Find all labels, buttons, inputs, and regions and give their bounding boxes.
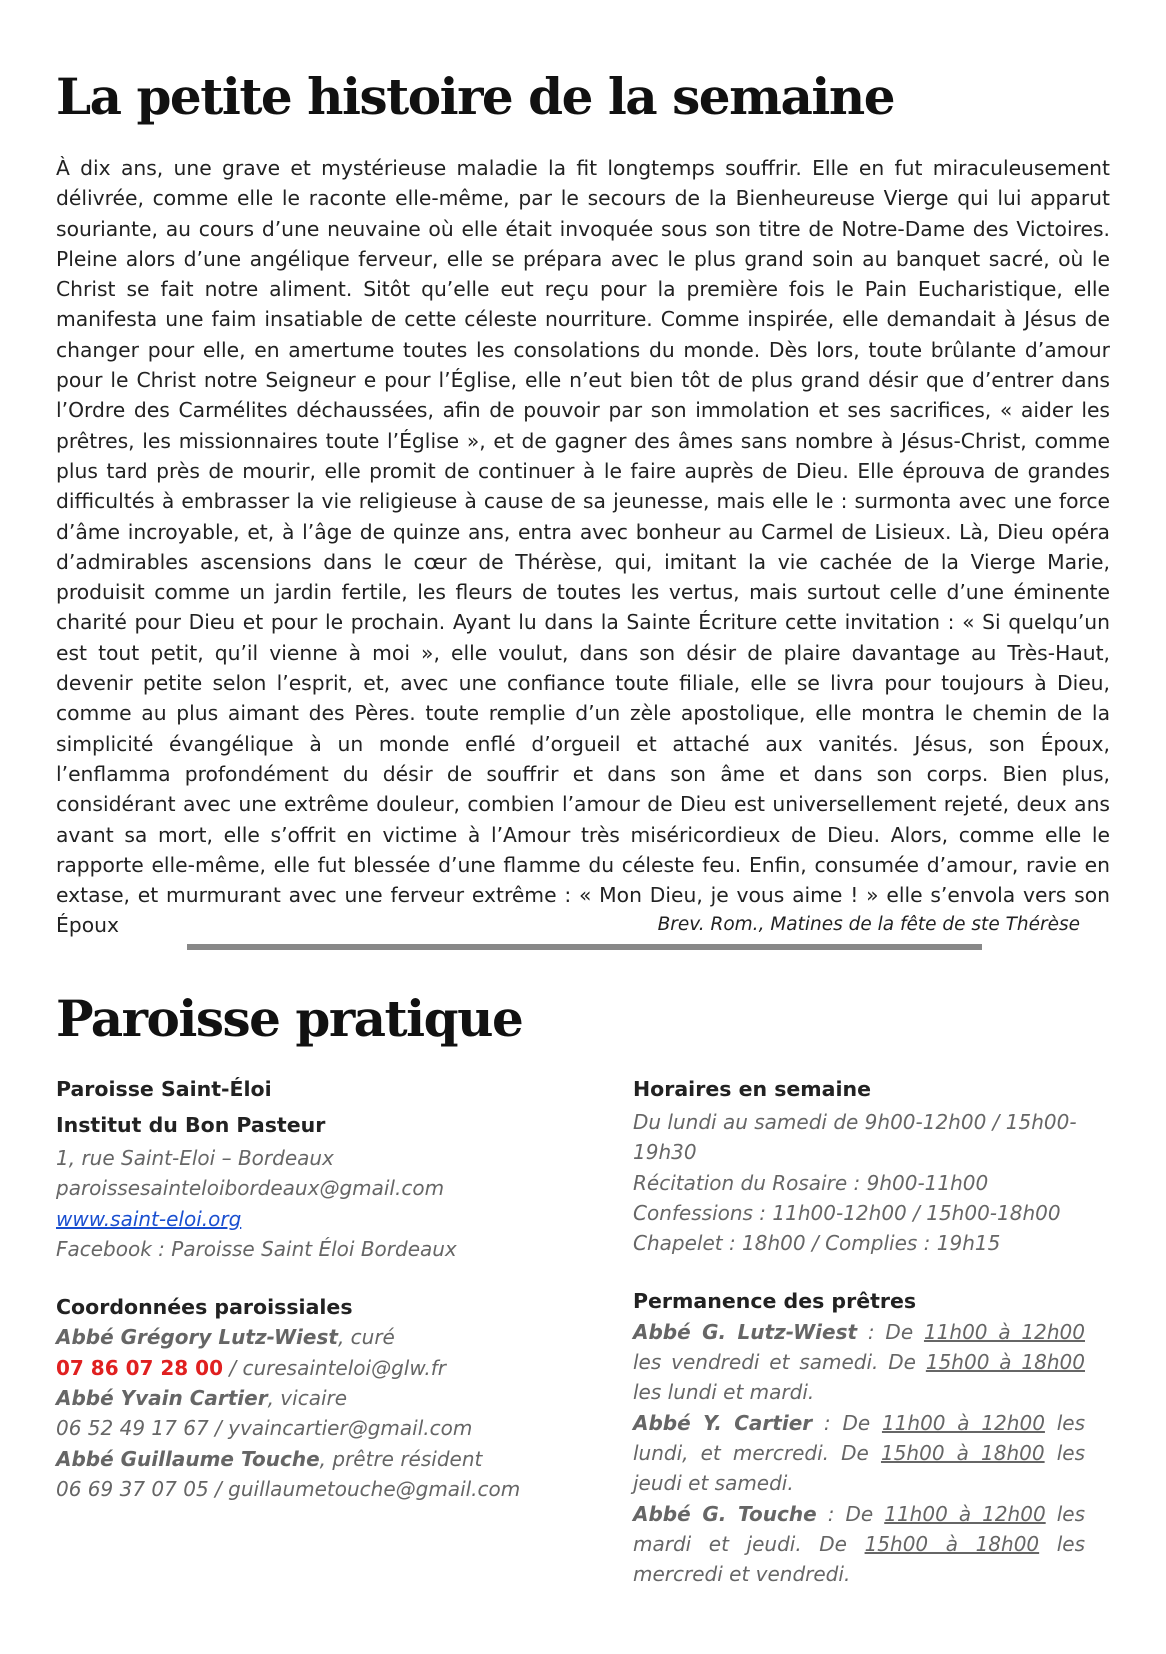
schedule-column — [633, 1071, 1085, 1589]
time-slot: 15h00 à 18h00 — [864, 1531, 1040, 1556]
parish-address: 1, rue Saint-Eloi – Bordeaux — [56, 1146, 334, 1170]
permanence-item: Abbé G. Touche : De 11h00 à 12h00 les mardi et jeudi. De 15h00 à 18h00 les mercredi et vendredi. — [633, 1501, 1086, 1587]
contact-item — [56, 1383, 556, 1413]
contact-item — [56, 1322, 556, 1352]
facebook-info: Facebook : Paroisse Saint Éloi Bordeaux — [56, 1236, 457, 1261]
contact-role: , vicaire — [267, 1386, 348, 1411]
priest-name: Abbé G. Lutz-Wiest — [633, 1319, 858, 1344]
story-reference: Brev. Rom., Matines de la fête de ste Thérèse — [657, 914, 1080, 936]
contact-line — [56, 1413, 556, 1443]
story-text: À dix ans, une grave et mystérieuse maladie la fit longtemps souffrir. Elle en fut miraculeusement délivrée, comme elle le raconte elle-même, par le secours de la Bienheureuse Vierge qui lui apparut souriante, au cours d’une neuvaine où elle était invoquée sous son titre de Notre-Dame des Victoires. Pleine alors d’une angélique ferveur, elle se prépara avec le plus grand soin au banquet sacré, où le Christ se fait notre aliment. Sitôt qu’elle eut reçu pour la première fois le Pain Eucharistique, elle manifesta une faim insatiable de cette céleste nourriture. Comme inspirée, elle demandait à Jésus de changer pour elle, en amertume toutes les consolations du monde. Dès lors, toute brûlante d’amour pour le Christ notre Seigneur e pour l’Église, elle n’eut bien tôt de plus grand désir que d’entrer dans l’Ordre des Carmélites déchaussées, afin de pouvoir par son immolation et ses sacrifices, « aider les prêtres, les missionnaires toute l’Église », et de gagner des âmes sans nombre à Jésus-Christ, comme plus tard près de mourir, elle promit de continuer à le faire auprès de Dieu. Elle éprouva de grandes difficultés à embrasser la vie religieuse à cause de sa jeunesse, mais elle le : surmonta avec une force d’âme incroyable, et, à l’âge de quinze ans, entra avec bonheur au Carmel de Lisieux. Là, Dieu opéra d’admirables ascensions dans le cœur de Thérèse, qui, imitant la vie cachée de la Vierge Marie, produisit comme un jardin fertile, les fleurs de toutes les vertus, mais surtout celle d’une éminente charité pour Dieu et pour le prochain. Ayant lu dans la Sainte Écriture cette invitation : « Si quelqu’un est tout petit, qu’il vienne à moi », elle voulut, dans son désir de plaire davantage au Très-Haut, devenir petite selon l’esprit, et, avec une confiance toute filiale, elle se livra pour toujours à Dieu, comme au plus aimant des Pères. toute remplie d’un zèle apostolique, elle montra le chemin de la simplicité évangélique à un monde enflé d’orgueil et attaché aux vanités. Jésus, son Époux, l’enflamma profondément du désir de souffrir et dans son âme et dans son corps. Bien plus, considérant avec une extrême douleur, combien l’amour de Dieu est universellement rejeté, deux ans avant sa mort, elle s’offrit en victime à l’Amour très miséricordieux de Dieu. Alors, comme elle le rapporte elle-même, elle fut blessée d’une flamme du céleste feu. Enfin, consumée d’amour, ravie en extase, et murmurant avec une ferveur extrême : « Mon Dieu, je vous aime ! » elle s’envola vers son Époux — [56, 156, 1110, 938]
story-title: La petite histoire de la semaine — [56, 67, 895, 126]
hours-item: Chapelet : 18h00 / Complies : 19h15 — [633, 1231, 1001, 1256]
website-link[interactable]: www.saint-eloi.org — [56, 1206, 242, 1231]
contact-line — [56, 1353, 556, 1383]
practical-title: Paroisse pratique — [56, 989, 523, 1048]
permanence-heading: Permanence des prêtres — [633, 1289, 917, 1314]
parish-name: Paroisse Saint-Éloi — [56, 1077, 272, 1101]
contact-name: Abbé Grégory Lutz-Wiest — [56, 1325, 338, 1350]
contact-line — [56, 1474, 556, 1504]
priest-name: Abbé Y. Cartier — [633, 1410, 813, 1435]
time-slot: 11h00 à 12h00 — [923, 1319, 1085, 1344]
permanence-item: Abbé G. Lutz-Wiest : De 11h00 à 12h00 les vendredi et samedi. De 15h00 à 18h00 les lundi et mardi. — [633, 1319, 1085, 1405]
time-slot: 11h00 à 12h00 — [884, 1501, 1046, 1526]
hours-item: Récitation du Rosaire : 9h00-11h00 — [633, 1170, 989, 1195]
hours-heading: Horaires en semaine — [633, 1077, 872, 1101]
parish-email[interactable]: paroissesainteloibordeaux@gmail.com — [56, 1176, 445, 1201]
hours-item: Confessions : 11h00-12h00 / 15h00-18h00 — [633, 1200, 1061, 1225]
parish-info-column — [56, 1071, 556, 1504]
contact-role: , curé — [337, 1325, 395, 1350]
contact-phone[interactable]: 06 52 49 17 67 — [56, 1416, 209, 1441]
contact-email[interactable]: / curesainteloi@glw.fr — [223, 1355, 447, 1380]
institute-name: Institut du Bon Pasteur — [56, 1113, 326, 1137]
hours-item: Du lundi au samedi de 9h00-12h00 / 15h00-19h30 — [633, 1110, 1077, 1165]
priest-name: Abbé G. Touche — [633, 1501, 817, 1526]
time-slot: 15h00 à 18h00 — [880, 1440, 1045, 1465]
contact-email[interactable]: / guillaumetouche@gmail.com — [208, 1476, 521, 1501]
permanence-item: Abbé Y. Cartier : De 11h00 à 12h00 les lundi, et mercredi. De 15h00 à 18h00 les jeudi et samedi. — [633, 1410, 1086, 1496]
contact-item — [56, 1444, 556, 1474]
contact-email[interactable]: / yvaincartier@gmail.com — [208, 1416, 473, 1441]
contact-role: , prêtre résident — [319, 1446, 483, 1471]
time-slot: 11h00 à 12h00 — [881, 1410, 1045, 1435]
contact-name: Abbé Guillaume Touche — [56, 1446, 320, 1471]
contact-phone[interactable]: 06 69 37 07 05 — [56, 1476, 209, 1501]
contacts-heading: Coordonnées paroissiales — [56, 1295, 353, 1320]
time-slot: 15h00 à 18h00 — [925, 1350, 1085, 1375]
contact-name: Abbé Yvain Cartier — [56, 1386, 268, 1411]
contact-phone[interactable]: 07 86 07 28 00 — [56, 1355, 224, 1380]
story-body — [56, 153, 1110, 941]
section-divider — [187, 944, 982, 950]
